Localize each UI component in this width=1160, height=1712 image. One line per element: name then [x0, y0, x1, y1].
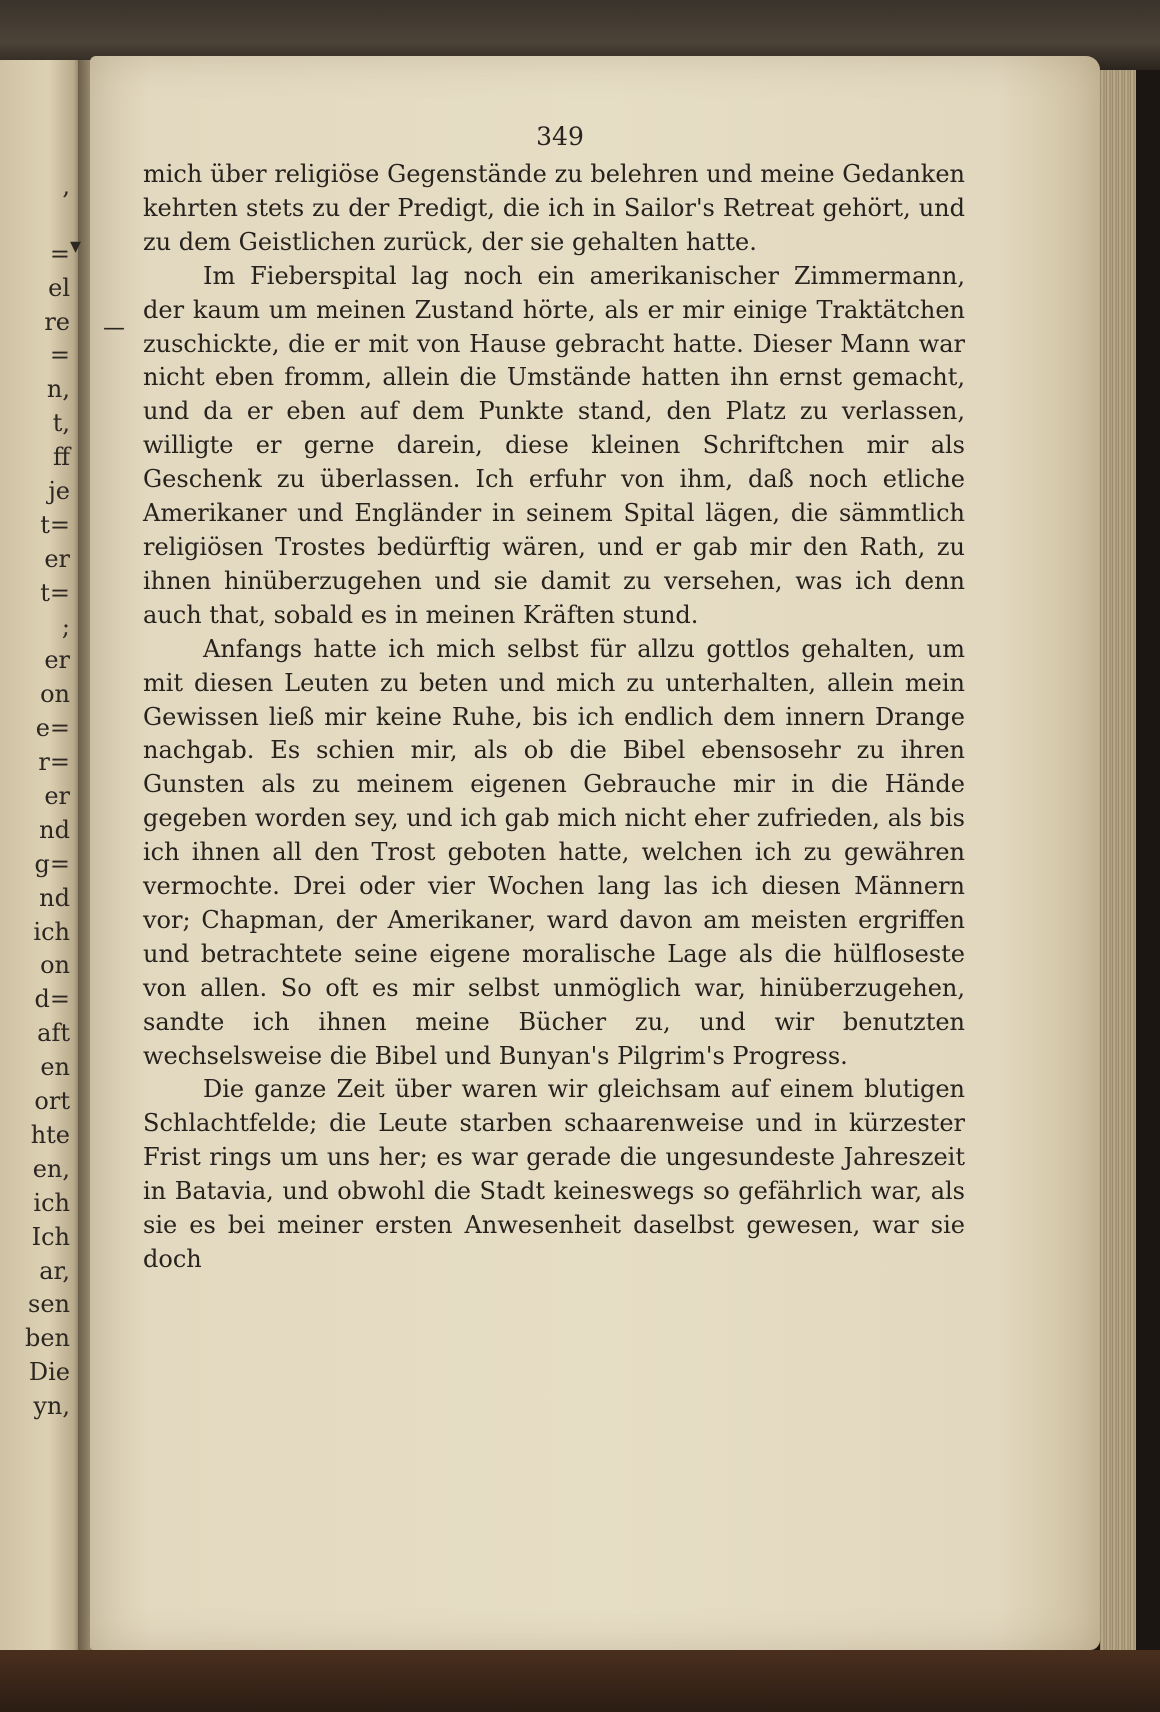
facing-page-fragment: t=	[40, 510, 70, 539]
facing-page-fragment: g=	[34, 849, 70, 878]
facing-page-fragment: =	[49, 239, 70, 268]
facing-page-fragment: ich	[33, 917, 70, 946]
page-number: 349	[536, 122, 584, 151]
book-binding	[0, 1650, 1160, 1712]
facing-page-fragment: ,	[62, 172, 70, 200]
paragraph: Anfangs hatte ich mich selbst für allzu gottlos gehalten, um mit diesen Leuten zu beten und mich zu unterhalten, allein mein Gewissen ließ mir keine Ruhe, bis ich endlich dem innern Drange nachgab. Es schien mir, als ob die Bibel ebensosehr zu ihren Gunsten als zu meinem eigenen Gebrauche mir in die Hände gegeben worden sey, und ich gab mich nicht eher zufrieden, als bis ich ihnen all den Trost geboten hatte, welchen ich zu gewähren vermochte. Drei oder vier Wochen lang las ich diesen Männern vor; Chapman, der Amerikaner, ward davon am meisten ergriffen und betrachtete seine eigene moralische Lage als die hülfloseste von allen. So oft es mir selbst unmöglich war, hinüberzugehen, sandte ich ihnen meine Bücher zu, und wir benutzten wechselsweise die Bibel und Bunyan's Pilgrim's Progress.	[143, 634, 965, 1070]
facing-page-fragment: on	[40, 680, 70, 709]
facing-page-fragment	[2, 204, 80, 238]
facing-page-fragment: on	[40, 951, 70, 980]
page-stack-edge	[1100, 70, 1136, 1650]
facing-page-fragment: e=	[35, 714, 70, 743]
facing-page-fragment: d=	[34, 985, 70, 1014]
facing-page-fragment: re	[44, 307, 70, 336]
paragraph: Die ganze Zeit über waren wir gleichsam auf einem blutigen Schlachtfelde; die Leute starben schaarenweise und in kürzester Frist rings um uns her; es war gerade die ungesundeste Jahreszeit in Batavia, und obwohl die Stadt keineswegs so gefährlich war, als sie es bei meiner ersten Anwesenheit daselbst gewesen, war sie doch	[143, 1075, 965, 1273]
paragraph: Im Fieberspital lag noch ein amerikanischer Zimmermann, der kaum um meinen Zustand hörte, als er mir einige Traktätchen zuschickte, die er mit von Hause gebracht hatte. Dieser Mann war nicht eben fromm, allein die Umstände hatten ihn ernst gemacht, und da er eben auf dem Punkte stand, den Platz zu verlassen, willigte er gerne darein, diese kleinen Schriftchen mir als Geschenk zu überlassen. Ich erfuhr von ihm, daß noch etliche Amerikaner und Engländer in seinem Spital lägen, die sämmtlich religiösen Trostes bedürftig wären, und er gab mir den Rath, zu ihnen hinüberzugehen und sie damit zu versehen, was ich denn auch that, sobald es in meinen Kräften stund.	[143, 261, 965, 629]
page-text	[143, 158, 965, 1277]
facing-page-fragment: el	[48, 273, 70, 302]
facing-page-fragment: Ich	[31, 1222, 70, 1251]
facing-page-margin-text	[2, 170, 80, 1424]
facing-page-fragment: en	[40, 1053, 70, 1082]
facing-page	[0, 60, 80, 1650]
facing-page-fragment: je	[48, 477, 70, 506]
facing-page-fragment: nd	[39, 815, 70, 844]
facing-page-fragment: ben	[24, 1324, 70, 1353]
facing-page-fragment: nd	[39, 883, 70, 912]
facing-page-fragment: er	[44, 646, 70, 675]
facing-page-fragment: ort	[34, 1087, 70, 1116]
facing-page-fragment: ich	[33, 1188, 70, 1217]
facing-page-fragment: Die	[28, 1358, 70, 1387]
paragraph: mich über religiöse Gegenstände zu belehren und meine Gedanken kehrten stets zu der Predigt, die ich in Sailor's Retreat gehört, und zu dem Geistlichen zurück, der sie gehalten hatte.	[143, 160, 965, 256]
facing-page-fragment: n,	[46, 375, 70, 404]
facing-page-fragment: ar,	[39, 1256, 70, 1285]
facing-page-fragment: ;	[61, 612, 70, 641]
facing-page-fragment: r=	[38, 748, 70, 777]
facing-page-fragment: t=	[40, 578, 70, 607]
facing-page-fragment: yn,	[33, 1392, 70, 1421]
facing-page-fragment: en,	[32, 1154, 70, 1183]
margin-mark-arrow: ▾	[70, 234, 82, 259]
facing-page-fragment: t,	[52, 409, 70, 438]
facing-page-fragment: er	[44, 782, 70, 811]
facing-page-fragment: =	[49, 341, 70, 370]
facing-page-fragment: er	[44, 544, 70, 573]
margin-mark-dash: —	[103, 316, 125, 341]
facing-page-fragment: sen	[28, 1290, 70, 1319]
facing-page-fragment: ff	[52, 443, 70, 472]
facing-page-fragment: hte	[30, 1120, 70, 1149]
facing-page-fragment: aft	[37, 1019, 70, 1048]
